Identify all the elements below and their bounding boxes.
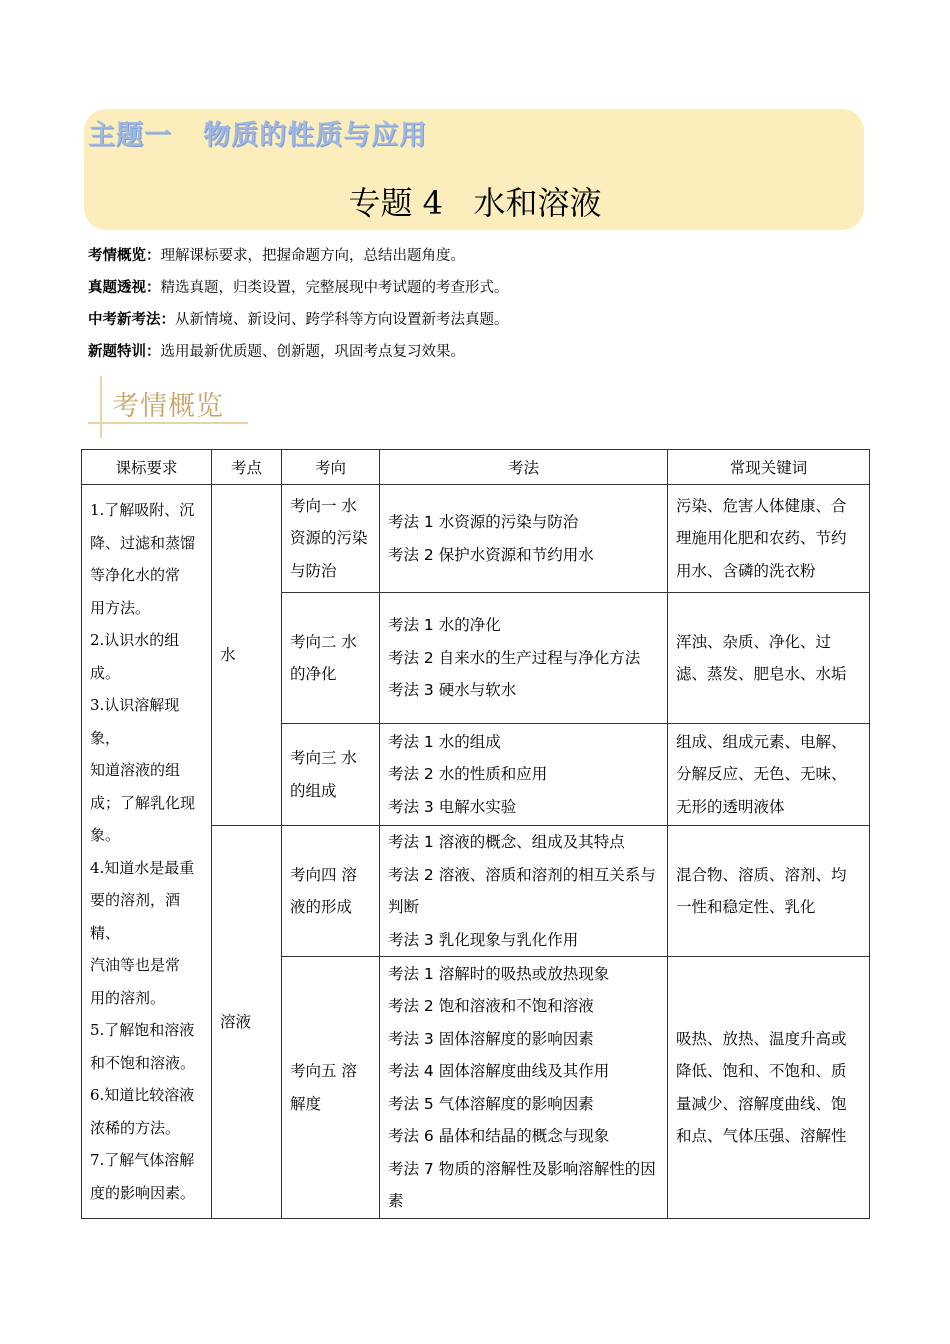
- direction-cell: 考向一 水资源的污染与防治: [282, 485, 380, 593]
- section-heading: [88, 376, 248, 438]
- point-cell-solution: 溶液: [212, 826, 282, 1219]
- requirement-line: 1.了解吸附、沉: [90, 501, 195, 519]
- keywords-cell: 浑浊、杂质、净化、过滤、蒸发、肥皂水、水垢: [668, 593, 870, 724]
- method-item: 考法 2 水的性质和应用: [388, 765, 548, 784]
- intro-label: 中考新考法：: [88, 312, 175, 328]
- method-item: 考法 4 固体溶解度曲线及其作用: [388, 1062, 610, 1080]
- header-keywords: 常现关键词: [668, 450, 870, 485]
- requirement-line: 4.知道水是最重: [90, 858, 195, 877]
- requirement-line: 浓稀的方法。: [90, 1118, 181, 1137]
- intro-label: 考情概览：: [88, 248, 161, 264]
- intro-text: 理解课标要求，把握命题方向，总结出题角度。: [160, 248, 465, 264]
- point-cell-water: 水: [212, 485, 282, 826]
- method-item: 考法 1 溶解时的吸热或放热现象: [388, 964, 610, 983]
- method-cell: [380, 485, 668, 593]
- section-vertical-rule: [100, 376, 102, 438]
- method-cell: [380, 593, 668, 724]
- header-direction: 考向: [282, 450, 380, 485]
- intro-text: 精选真题，归类设置，完整展现中考试题的考查形式。: [160, 280, 509, 296]
- theme-title: 主题一 物质的性质与应用: [88, 120, 428, 151]
- requirement-line: 和不饱和溶液。: [90, 1053, 196, 1072]
- requirement-line: 知道溶液的组: [90, 761, 181, 779]
- method-item: 考法 2 自来水的生产过程与净化方法: [388, 648, 641, 667]
- method-item: 考法 3 乳化现象与乳化作用: [388, 930, 579, 949]
- intro-text: 选用最新优质题、创新题，巩固考点复习效果。: [160, 344, 465, 360]
- requirement-cell: [82, 485, 212, 1219]
- method-item: 考法 2 保护水资源和节约用水: [388, 545, 594, 564]
- table-row: [82, 485, 870, 593]
- direction-cell: 考向四 溶液的形成: [282, 826, 380, 957]
- requirement-line: 3.认识溶解现象，: [90, 696, 180, 747]
- topic-title: 专题 4 水和溶液: [348, 184, 602, 222]
- header-method: 考法: [380, 450, 668, 485]
- intro-line: [88, 340, 868, 372]
- table-header-row: [82, 450, 870, 485]
- method-cell: [380, 826, 668, 957]
- method-item: 考法 3 电解水实验: [388, 797, 517, 816]
- method-item: 考法 5 气体溶解度的影响因素: [388, 1094, 594, 1113]
- requirement-line: 成；了解乳化现: [90, 793, 196, 812]
- requirement-line: 用方法。: [90, 598, 151, 617]
- keywords-cell: 混合物、溶质、溶剂、均一性和稳定性、乳化: [668, 826, 870, 957]
- header-point: 考点: [212, 450, 282, 485]
- keywords-cell: 吸热、放热、温度升高或降低、饱和、不饱和、质量减少、溶解度曲线、饱和点、气体压强、溶解性: [668, 957, 870, 1219]
- requirement-line: 2.认识水的组成。: [90, 631, 180, 682]
- method-item: 考法 3 硬水与软水: [388, 681, 517, 700]
- intro-line: [88, 308, 868, 340]
- section-title: 考情概览: [112, 391, 224, 422]
- intro-text: 从新情境、新设问、跨学科等方向设置新考法真题。: [175, 312, 509, 328]
- requirement-line: 要的溶剂，酒精、: [90, 891, 181, 942]
- requirement-line: 用的溶剂。: [90, 988, 166, 1007]
- direction-cell: 考向三 水的组成: [282, 724, 380, 826]
- method-item: 考法 1 水的净化: [388, 616, 501, 635]
- method-item: 考法 1 溶液的概念、组成及其特点: [388, 833, 625, 851]
- requirement-line: 象。: [90, 826, 121, 844]
- intro-label: 新题特训：: [88, 344, 161, 360]
- direction-cell: 考向五 溶解度: [282, 957, 380, 1219]
- method-item: 考法 6 晶体和结晶的概念与现象: [388, 1127, 610, 1145]
- keywords-cell: 污染、危害人体健康、合理施用化肥和农药、节约用水、含磷的洗衣粉: [668, 485, 870, 593]
- header-requirement: 课标要求: [82, 450, 212, 485]
- requirement-line: 5.了解饱和溶液: [90, 1021, 195, 1039]
- requirement-line: 汽油等也是常: [90, 956, 181, 974]
- requirement-line: 降、过滤和蒸馏: [90, 533, 196, 552]
- intro-line: [88, 244, 868, 276]
- overview-table: [81, 449, 870, 1219]
- intro-block: [88, 244, 868, 372]
- intro-label: 真题透视：: [88, 280, 161, 296]
- method-item: 考法 2 溶液、溶质和溶剂的相互关系与判断: [388, 865, 656, 916]
- method-item: 考法 1 水的组成: [388, 732, 501, 751]
- intro-line: [88, 276, 868, 308]
- method-item: 考法 3 固体溶解度的影响因素: [388, 1029, 594, 1048]
- direction-cell: 考向二 水的净化: [282, 593, 380, 724]
- requirement-line: 7.了解气体溶解: [90, 1151, 195, 1169]
- requirement-line: 度的影响因素。: [90, 1183, 196, 1202]
- keywords-cell: 组成、组成元素、电解、分解反应、无色、无味、无形的透明液体: [668, 724, 870, 826]
- method-item: 考法 7 物质的溶解性及影响溶解性的因素: [388, 1159, 656, 1210]
- method-item: 考法 2 饱和溶液和不饱和溶液: [388, 997, 594, 1015]
- method-cell: [380, 957, 668, 1219]
- method-cell: [380, 724, 668, 826]
- requirement-line: 等净化水的常: [90, 566, 181, 584]
- requirement-line: 6.知道比较溶液: [90, 1086, 195, 1104]
- method-item: 考法 1 水资源的污染与防治: [388, 513, 579, 531]
